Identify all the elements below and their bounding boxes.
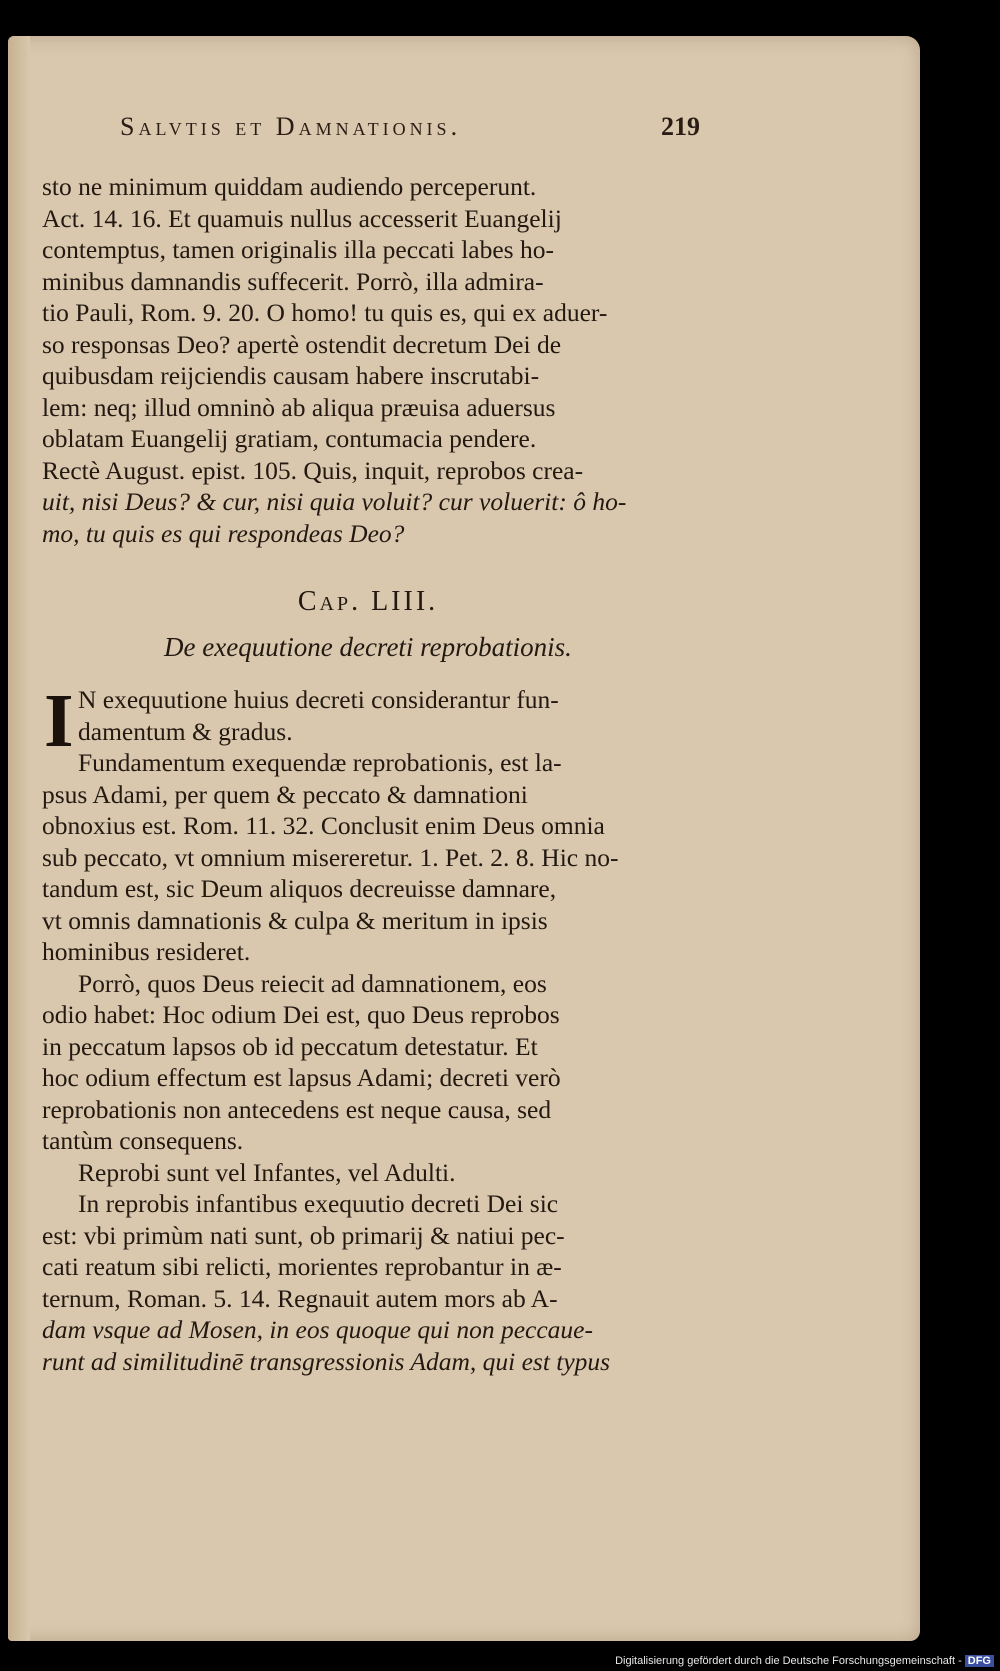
text-line: cati reatum sibi relicti, morientes reprobantur in æ- — [42, 1252, 562, 1281]
text-line: tio Pauli, Rom. 9. 20. O homo! tu quis es, qui ex aduer- — [42, 298, 608, 327]
text-line: tantùm consequens. — [42, 1126, 244, 1155]
text-line: hoc odium effectum est lapsus Adami; decreti verò — [42, 1063, 561, 1092]
text-line: odio habet: Hoc odium Dei est, quo Deus reprobos — [42, 1000, 560, 1029]
dfg-logo: DFG — [965, 1655, 994, 1667]
text-line: obnoxius est. Rom. 11. 32. Conclusit enim Deus omnia — [42, 811, 605, 840]
text-line: in peccatum lapsos ob id peccatum detestatur. Et — [42, 1031, 538, 1061]
text-line: minibus damnandis suffecerit. Porrò, illa admira- — [42, 266, 544, 296]
text-line: hominibus resideret. — [42, 937, 251, 966]
text-line: damentum & gradus. — [78, 716, 293, 746]
page-number: 219 — [661, 112, 700, 141]
text-line-italic: mo, tu quis es qui respondeas Deo? — [42, 518, 405, 548]
text-line: Reprobi sunt vel Infantes, vel Adulti. — [78, 1157, 456, 1187]
text-line: psus Adami, per quem & peccato & damnationi — [42, 779, 528, 809]
text-line: lem: neq; illud omninò ab aliqua præuisa aduersus — [42, 392, 556, 422]
footer-text: Digitalisierung gefördert durch die Deutsche Forschungsgemeinschaft - — [615, 1655, 962, 1667]
book-page — [8, 36, 920, 1641]
running-head: Salvtis et Damnationis. — [120, 112, 462, 141]
text-line: Act. 14. 16. Et quamuis nullus accesserit Euangelij — [42, 203, 562, 233]
text-line: Porrò, quos Deus reiecit ad damnationem, eos — [78, 968, 547, 998]
text-line: N exequutione huius decreti considerantur fun- — [78, 685, 559, 714]
text-line: so responsas Deo? apertè ostendit decretum Dei de — [42, 329, 562, 359]
text-line: sto ne minimum quiddam audiendo perceperunt. — [42, 172, 537, 201]
text-line: est: vbi primùm nati sunt, ob primarij & natiui pec- — [42, 1220, 565, 1250]
text-line: quibusdam reijciendis causam habere inscrutabi- — [42, 361, 540, 390]
text-line: Rectè August. epist. 105. Quis, inquit, reprobos crea- — [42, 455, 584, 485]
page-header — [120, 112, 700, 152]
text-line: sub peccato, vt omnium misereretur. 1. Pet. 2. 8. Hic no- — [42, 842, 619, 872]
text-block-2 — [42, 679, 692, 1377]
text-line-italic: dam vsque ad Mosen, in eos quoque qui non peccaue- — [42, 1315, 593, 1344]
text-line: ternum, Roman. 5. 14. Regnauit autem mors ab A- — [42, 1283, 558, 1313]
text-block-1 — [42, 171, 692, 549]
text-line: Fundamentum exequendæ reprobationis, est la- — [78, 748, 562, 777]
text-line: vt omnis damnationis & culpa & meritum in ipsis — [42, 905, 548, 935]
chapter-subtitle: De exequutione decreti reprobationis. — [164, 632, 572, 662]
text-line: contemptus, tamen originalis illa peccati labes ho- — [42, 235, 554, 264]
text-line-italic: runt ad similitudinē transgressionis Adam, qui est typus — [42, 1346, 611, 1376]
chapter-title: Cap. LIII. — [297, 586, 439, 617]
text-line-italic: uit, nisi Deus? & cur, nisi quia voluit? cur voluerit: ô ho- — [42, 487, 627, 516]
text-line: In reprobis infantibus exequutio decreti Dei sic — [78, 1189, 559, 1218]
text-line: reprobationis non antecedens est neque causa, sed — [42, 1094, 552, 1124]
page-edge — [8, 36, 30, 1641]
text-line: tandum est, sic Deum aliquos decreuisse damnare, — [42, 874, 557, 903]
digitization-footer — [615, 1655, 994, 1667]
drop-cap: I — [44, 679, 74, 763]
text-line: oblatam Euangelij gratiam, contumacia pendere. — [42, 424, 537, 453]
